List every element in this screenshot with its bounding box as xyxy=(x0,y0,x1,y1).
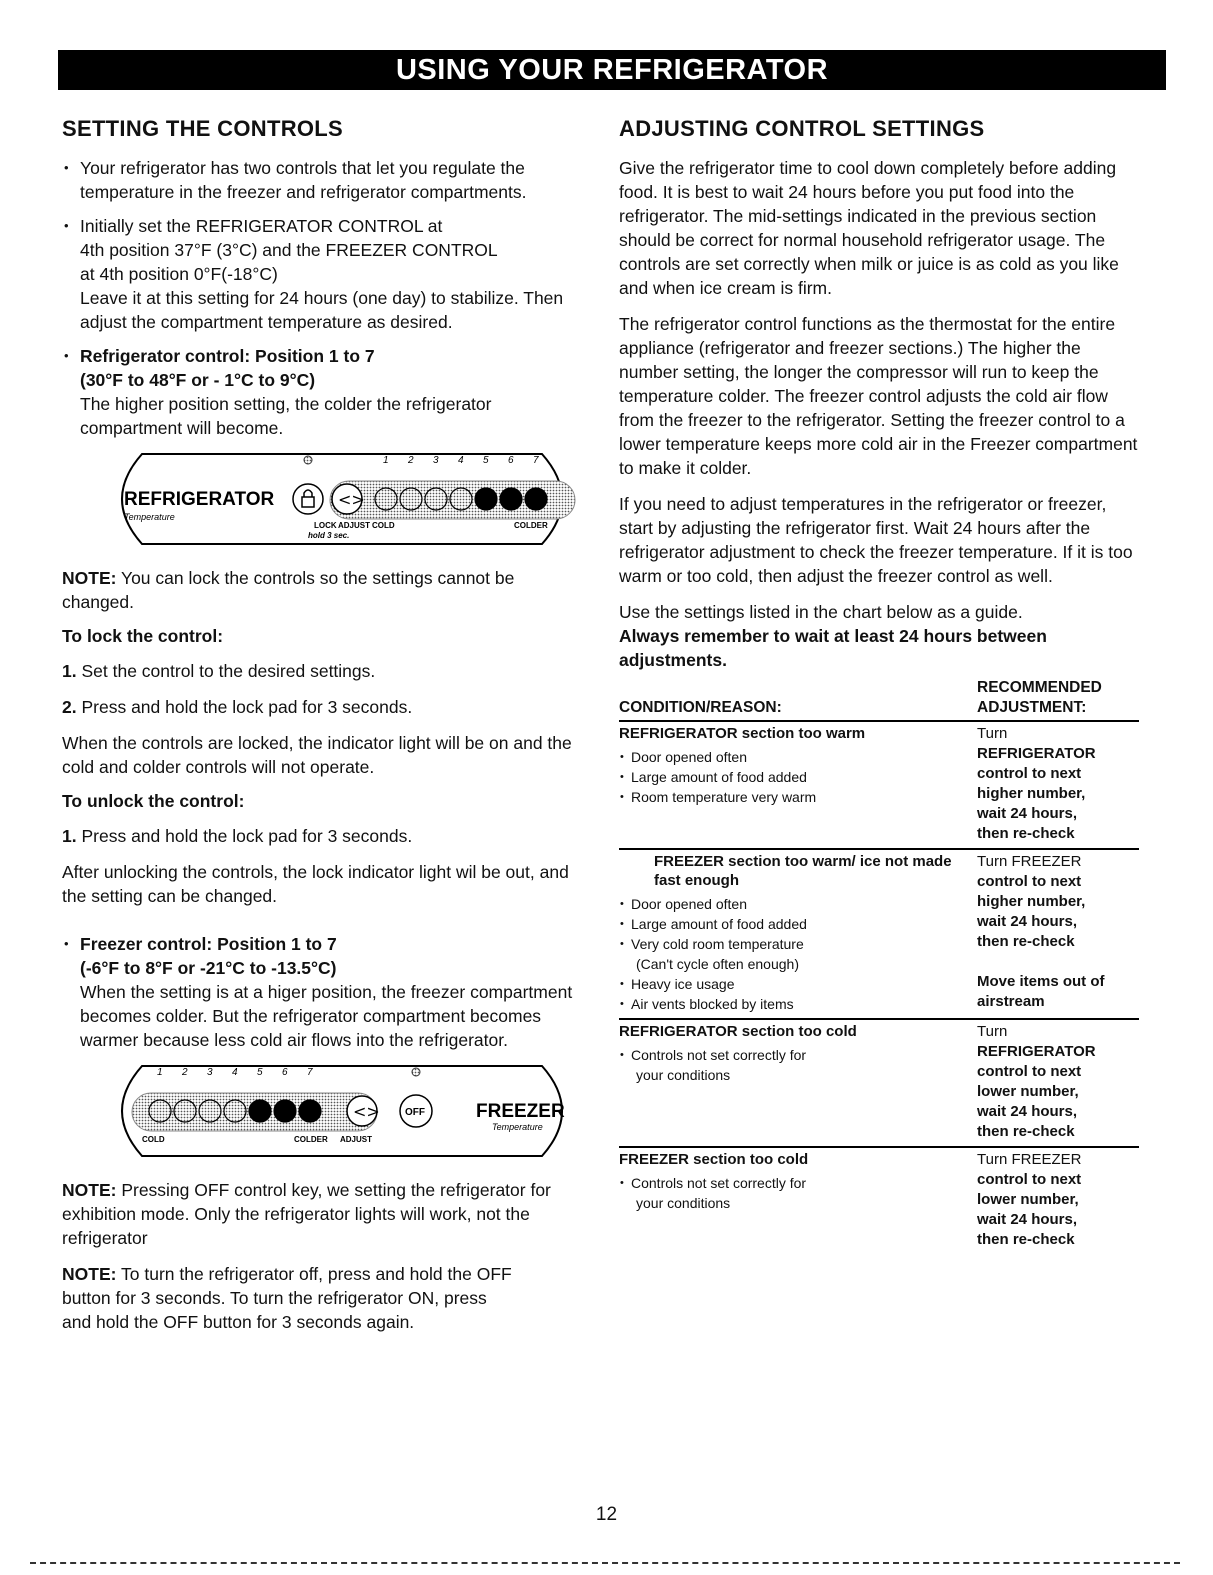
ref-control-title: Refrigerator control: Position 1 to 7 xyxy=(80,346,375,366)
adjustment-line: Turn FREEZER xyxy=(977,853,1082,870)
setting-number-3: 3 xyxy=(433,455,439,466)
chart-row xyxy=(619,722,1139,850)
spacer xyxy=(977,952,1137,972)
adjustment-line: then re-check xyxy=(977,1123,1075,1140)
adjustment-line: wait 24 hours, xyxy=(977,1103,1078,1120)
adjustment-line: wait 24 hours, xyxy=(977,1211,1078,1228)
note-exhibition-mode xyxy=(62,1178,582,1250)
page-banner: USING YOUR REFRIGERATOR xyxy=(58,50,1166,90)
para-guide xyxy=(619,600,1139,672)
note-label: NOTE: xyxy=(62,1264,117,1284)
ref-control-range: (30°F to 48°F or - 1°C to 9°C) xyxy=(80,370,316,390)
bullet-dot: • xyxy=(620,791,624,803)
setting-number-1: 1 xyxy=(157,1067,163,1078)
colder-label: COLDER xyxy=(294,1135,328,1144)
lock-label: LOCK xyxy=(314,521,337,530)
off-label: OFF xyxy=(405,1107,425,1118)
para-cool-down: Give the refrigerator time to cool down completely before adding food. It is best to wait 24 hours before you put food into the refrigerator. The mid-settings indicated in the previous section should be correct for normal household refrigerator usage. The controls are set correctly when milk or juice is as cold as you like and when ice cream is firm. xyxy=(619,158,1119,298)
reason-item xyxy=(619,974,977,994)
reason-item xyxy=(619,1065,977,1085)
step-text: Press and hold the lock pad for 3 seconds. xyxy=(76,697,413,717)
setting-number-4: 4 xyxy=(232,1067,238,1078)
adjust-arrows-icon: <> xyxy=(353,1102,380,1121)
chart-row xyxy=(619,850,1139,1020)
lock-button[interactable] xyxy=(293,484,323,514)
bullet-text: Initially set the REFRIGERATOR CONTROL at xyxy=(80,216,443,236)
adjustment-line: control to next xyxy=(977,765,1082,782)
adjustment-line: wait 24 hours, xyxy=(977,913,1078,930)
note-text: You can lock the controls so the settings cannot be changed. xyxy=(62,568,515,612)
setting-led-6 xyxy=(274,1100,296,1122)
freezer-panel-graphic xyxy=(102,1062,582,1160)
freezer-control-panel xyxy=(102,1062,582,1160)
adjustment-line: Move items out of xyxy=(977,973,1105,990)
setting-led-6 xyxy=(500,488,522,510)
setting-number-2: 2 xyxy=(182,1067,188,1078)
condition-cell xyxy=(619,1150,977,1250)
note-text: Pressing OFF control key, we setting the refrigerator for exhibition mode. Only the refrigerator lights will work, not the refrigerator xyxy=(62,1180,551,1248)
reason-item xyxy=(619,1045,977,1065)
unlock-control-title: To unlock the control: xyxy=(62,791,245,811)
note-lock xyxy=(62,566,582,614)
colder-label: COLDER xyxy=(514,521,548,530)
setting-number-1: 1 xyxy=(383,455,389,466)
reason-text: Heavy ice usage xyxy=(631,976,735,992)
reason-item xyxy=(619,954,977,974)
bullet-dot: • xyxy=(620,938,624,950)
lock-step-1 xyxy=(62,659,582,683)
bullet-text: at 4th position 0°F(-18°C) xyxy=(80,264,278,284)
adjustment-line: then re-check xyxy=(977,933,1075,950)
freezer-control-range: (-6°F to 8°F or -21°C to -13.5°C) xyxy=(80,958,337,978)
condition-title: REFRIGERATOR section too cold xyxy=(619,1023,857,1040)
note-label: NOTE: xyxy=(62,1180,117,1200)
adjustment-cell xyxy=(977,724,1137,844)
bullet-dot: • xyxy=(620,998,624,1010)
setting-led-3 xyxy=(425,488,447,510)
adjustment-chart xyxy=(619,678,1139,1254)
adjustment-line: control to next xyxy=(977,1171,1082,1188)
lock-indicator-light xyxy=(304,456,312,464)
panel-sub: Temperature xyxy=(124,512,175,522)
reason-text: Door opened often xyxy=(631,749,747,765)
ref-control-body: The higher position setting, the colder the refrigerator compartment will become. xyxy=(80,394,492,438)
bullet-text: Leave it at this setting for 24 hours (one day) to stabilize. Then adjust the compartment temperature as desired. xyxy=(80,288,564,332)
condition-cell xyxy=(619,1022,977,1142)
refrigerator-control-panel xyxy=(102,450,582,548)
reason-item xyxy=(619,894,977,914)
condition-title: FREEZER section too cold xyxy=(619,1151,809,1168)
chart-row xyxy=(619,1020,1139,1148)
reason-item xyxy=(619,747,977,767)
chart-header xyxy=(619,678,1139,722)
reason-text: your conditions xyxy=(636,1195,731,1211)
bullet-text: Your refrigerator has two controls that let you regulate the temperature in the freezer and refrigerator compartments. xyxy=(80,158,527,202)
bullet-two-controls xyxy=(62,156,582,204)
setting-led-5 xyxy=(249,1100,271,1122)
adjustment-line: higher number, xyxy=(977,893,1086,910)
setting-number-4: 4 xyxy=(458,455,464,466)
setting-number-5: 5 xyxy=(483,455,489,466)
step-text: Set the control to the desired settings. xyxy=(76,661,376,681)
bullet-text: 4th position 37°F (3°C) and the FREEZER CONTROL xyxy=(80,240,498,260)
reason-text: your conditions xyxy=(636,1067,731,1083)
bullet-dot: • xyxy=(620,1177,624,1189)
note-label: NOTE: xyxy=(62,568,117,588)
condition-title: FREEZER section too warm/ ice not made fast enough xyxy=(654,853,952,889)
adjustment-line: lower number, xyxy=(977,1191,1079,1208)
bullet-dot: • xyxy=(64,160,69,175)
adjustment-header-line: ADJUSTMENT: xyxy=(977,699,1087,716)
reason-text: Door opened often xyxy=(631,896,747,912)
setting-led-3 xyxy=(199,1100,221,1122)
setting-number-2: 2 xyxy=(408,455,414,466)
setting-number-6: 6 xyxy=(508,455,514,466)
adjustment-line: REFRIGERATOR xyxy=(977,1043,1096,1060)
adjustment-line: higher number, xyxy=(977,785,1086,802)
reason-text: Large amount of food added xyxy=(631,769,807,785)
bullet-dot: • xyxy=(620,918,624,930)
panel-name: REFRIGERATOR xyxy=(124,489,275,510)
reason-item xyxy=(619,787,977,807)
adjustment-header xyxy=(977,678,1137,718)
adjustment-line: lower number, xyxy=(977,1083,1079,1100)
guide-text: Use the settings listed in the chart below as a guide. xyxy=(619,602,1023,622)
adjustment-line: airstream xyxy=(977,993,1045,1010)
bullet-dot: • xyxy=(620,1049,624,1061)
adjustment-cell xyxy=(977,1150,1137,1250)
bottom-dashed-rule xyxy=(30,1562,1180,1564)
freezer-control-title: Freezer control: Position 1 to 7 xyxy=(80,934,337,954)
setting-led-2 xyxy=(400,488,422,510)
bullet-dot: • xyxy=(620,898,624,910)
bullet-dot: • xyxy=(64,348,69,363)
setting-led-7 xyxy=(525,488,547,510)
cold-label: COLD xyxy=(372,521,395,530)
adjustment-line: Turn xyxy=(977,1023,1008,1040)
reason-item xyxy=(619,914,977,934)
para-thermostat: The refrigerator control functions as the thermostat for the entire appliance (refrigerator and freezer sections.) The higher the number setting, the longer the compressor will run to keep the temperature colder. The freezer control adjusts the cold air flow from the freezer to the refrigerator. Setting the freezer control to a lower temperature keeps more cold air in the Freezer compartment to make it colder. xyxy=(619,314,1138,478)
adjustment-line: then re-check xyxy=(977,825,1075,842)
reason-item xyxy=(619,767,977,787)
cold-label: COLD xyxy=(142,1135,165,1144)
adjustment-line: wait 24 hours, xyxy=(977,805,1078,822)
condition-header: CONDITION/REASON: xyxy=(619,699,782,716)
panel-name: FREEZER xyxy=(476,1101,565,1122)
bullet-dot: • xyxy=(620,771,624,783)
reason-text: Air vents blocked by items xyxy=(631,996,794,1012)
page-number: 12 xyxy=(595,1504,618,1525)
adjustment-line: control to next xyxy=(977,873,1082,890)
step-number: 1. xyxy=(62,826,77,846)
refrigerator-panel-graphic xyxy=(102,450,582,548)
bullet-freezer-control xyxy=(62,932,582,1052)
right-column xyxy=(619,116,1139,1254)
left-column xyxy=(62,116,582,1346)
reason-text: (Can't cycle often enough) xyxy=(636,956,799,972)
setting-led-4 xyxy=(224,1100,246,1122)
guide-warning: Always remember to wait at least 24 hours between adjustments. xyxy=(619,626,1047,670)
adjustment-line: REFRIGERATOR xyxy=(977,745,1096,762)
setting-controls-heading: SETTING THE CONTROLS xyxy=(62,116,343,141)
panel-sub: Temperature xyxy=(492,1122,543,1132)
hold-label: hold 3 sec. xyxy=(308,531,350,540)
lock-step-2 xyxy=(62,695,582,719)
setting-number-7: 7 xyxy=(533,455,539,466)
setting-number-5: 5 xyxy=(257,1067,263,1078)
adjusting-settings-heading: ADJUSTING CONTROL SETTINGS xyxy=(619,116,985,141)
setting-led-2 xyxy=(174,1100,196,1122)
reason-text: Controls not set correctly for xyxy=(631,1047,807,1063)
adjust-label: ADJUST xyxy=(340,1135,373,1144)
bullet-initial-setting xyxy=(62,214,582,334)
reason-item xyxy=(619,1173,977,1193)
locked-explanation: When the controls are locked, the indicator light will be on and the cold and colder controls will not operate. xyxy=(62,733,572,777)
unlock-step-1 xyxy=(62,824,582,848)
chart-row xyxy=(619,1148,1139,1254)
note-turn-off xyxy=(62,1262,512,1334)
chart-rows xyxy=(619,722,1139,1254)
reason-item xyxy=(619,994,977,1014)
adjustment-cell xyxy=(977,852,1137,1014)
para-adjust-order: If you need to adjust temperatures in the refrigerator or freezer, start by adjusting the refrigerator first. Wait 24 hours after the refrigerator adjustment to check the freezer temperature. If it is too warm or too cold, then adjust the freezer control as well. xyxy=(619,494,1133,586)
adjustment-cell xyxy=(977,1022,1137,1142)
unlocked-explanation: After unlocking the controls, the lock indicator light wil be out, and the setting can be changed. xyxy=(62,862,569,906)
freezer-control-body: When the setting is at a higer position, the freezer compartment becomes colder. But the refrigerator compartment becomes warmer because less cold air flows into the refrigerator. xyxy=(80,982,573,1050)
setting-led-1 xyxy=(375,488,397,510)
setting-number-6: 6 xyxy=(282,1067,288,1078)
bullet-dot: • xyxy=(64,218,69,233)
adjustment-line: control to next xyxy=(977,1063,1082,1080)
bullet-dot: • xyxy=(620,751,624,763)
bullet-dot: • xyxy=(64,936,69,951)
reason-text: Large amount of food added xyxy=(631,916,807,932)
reason-text: Very cold room temperature xyxy=(631,936,804,952)
adjustment-line: then re-check xyxy=(977,1231,1075,1248)
adjustment-line: Turn xyxy=(977,725,1008,742)
step-text: Press and hold the lock pad for 3 seconds. xyxy=(76,826,413,846)
reason-item xyxy=(619,1193,977,1213)
setting-led-5 xyxy=(475,488,497,510)
step-number: 2. xyxy=(62,697,77,717)
reason-text: Controls not set correctly for xyxy=(631,1175,807,1191)
reason-item xyxy=(619,934,977,954)
bullet-dot: • xyxy=(620,978,624,990)
setting-led-7 xyxy=(299,1100,321,1122)
condition-cell xyxy=(619,852,977,1014)
bullet-refrigerator-control xyxy=(62,344,582,440)
setting-led-1 xyxy=(149,1100,171,1122)
condition-title: REFRIGERATOR section too warm xyxy=(619,725,866,742)
adjustment-header-line: RECOMMENDED xyxy=(977,679,1102,696)
note-text: To turn the refrigerator off, press and hold the OFF button for 3 seconds. To turn the refrigerator ON, press and hold the OFF button for 3 seconds again. xyxy=(62,1264,512,1332)
step-number: 1. xyxy=(62,661,77,681)
adjust-label: ADJUST xyxy=(338,521,371,530)
setting-led-4 xyxy=(450,488,472,510)
setting-number-3: 3 xyxy=(207,1067,213,1078)
condition-cell xyxy=(619,724,977,844)
lock-control-title: To lock the control: xyxy=(62,626,224,646)
adjustment-line: Turn FREEZER xyxy=(977,1151,1082,1168)
reason-text: Room temperature very warm xyxy=(631,789,817,805)
off-indicator-light xyxy=(412,1068,420,1076)
adjust-arrows-icon: <> xyxy=(338,490,365,509)
setting-number-7: 7 xyxy=(307,1067,313,1078)
